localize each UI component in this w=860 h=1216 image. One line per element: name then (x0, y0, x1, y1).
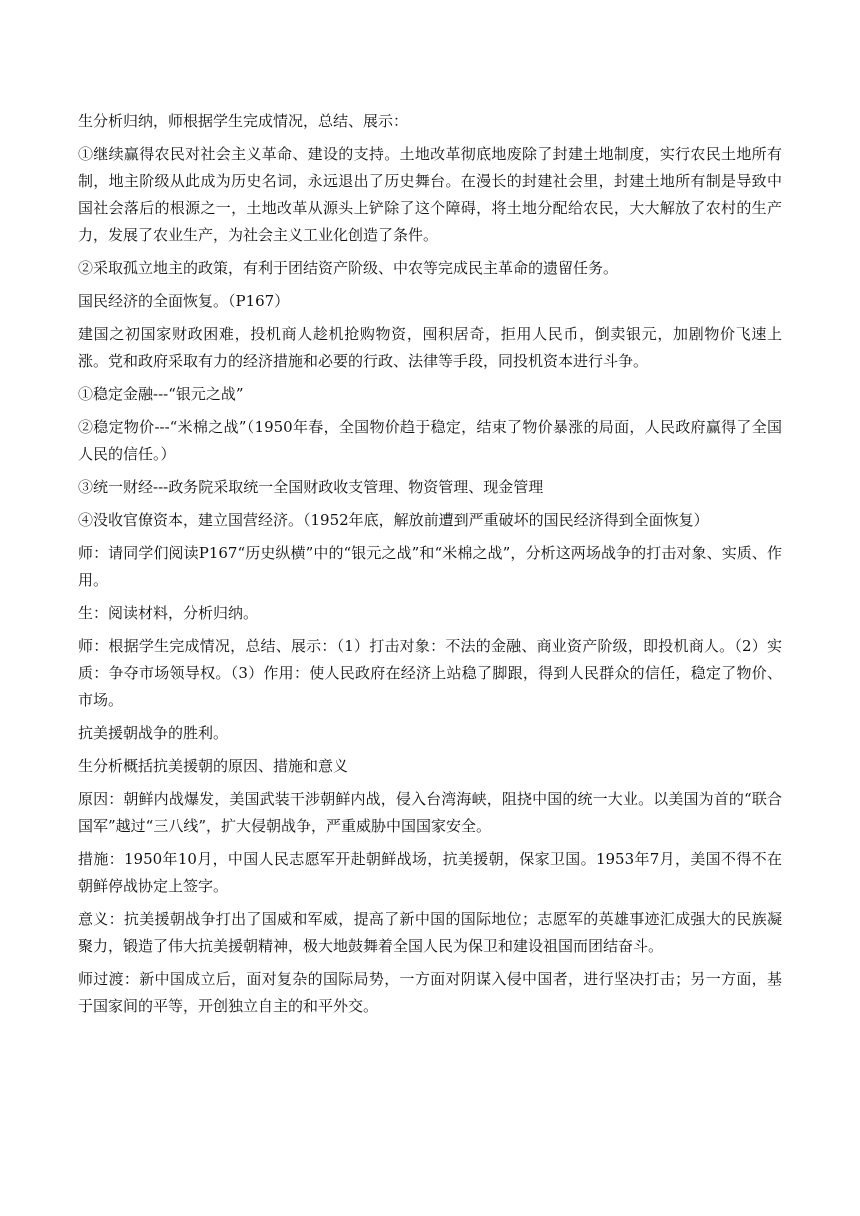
list-item-unify: ③统一财经---政务院采取统一全国财政收支管理、物资管理、现金管理 (78, 478, 544, 496)
student-task: 生分析概括抗美援朝的原因、措施和意义 (78, 757, 349, 775)
teacher-transition: 师过渡：新中国成立后，面对复杂的国际局势，一方面对阴谋入侵中国者，进行坚决打击；另一方面，基于国家间的平等，开创独立自主的和平外交。 (78, 970, 782, 1015)
paragraph-3: ②采取孤立地主的政策，有利于团结资产阶级、中农等完成民主革命的遗留任务。 (78, 259, 619, 277)
paragraph-causes: 原因：朝鲜内战爆发，美国武装干涉朝鲜内战，侵入台湾海峡，阻挠中国的统一大业。以美国为首的“联合国军”越过“三八线”，扩大侵朝战争，严重威胁中国国家安全。 (78, 790, 782, 835)
paragraph-5: 建国之初国家财政困难，投机商人趁机抢购物资，囤积居奇，拒用人民币，倒卖银元，加剧物价飞速上涨。党和政府采取有力的经济措施和必要的行政、法律等手段，同投机资本进行斗争。 (78, 325, 782, 370)
teacher-question: 师：请同学们阅读P167“历史纵横”中的“银元之战”和“米棉之战”，分析这两场战争的打击对象、实质、作用。 (78, 544, 782, 589)
list-item-prices: ②稳定物价---“米棉之战”（1950年春，全国物价趋于稳定，结束了物价暴涨的局面，人民政府赢得了全国人民的信任。） (78, 418, 782, 463)
section-heading-korea: 抗美援朝战争的胜利。 (78, 724, 229, 742)
paragraph-1: 生分析归纳，师根据学生完成情况，总结、展示： (78, 112, 409, 130)
student-response: 生：阅读材料，分析归纳。 (78, 604, 259, 622)
paragraph-measures: 措施：1950年10月，中国人民志愿军开赴朝鲜战场，抗美援朝，保家卫国。1953年7月，美国不得不在朝鲜停战协定上签字。 (78, 850, 782, 895)
teacher-summary: 师：根据学生完成情况，总结、展示：（1）打击对象：不法的金融、商业资产阶级，即投机商人。（2）实质：争夺市场领导权。（3）作用：使人民政府在经济上站稳了脚跟，得到人民群众的信任，稳定了物价、市场。 (78, 637, 782, 709)
paragraph-2: ①继续赢得农民对社会主义革命、建设的支持。土地改革彻底地废除了封建土地制度，实行农民土地所有制，地主阶级从此成为历史名词，永远退出了历史舞台。在漫长的封建社会里，封建土地所有制是导致中国社会落后的根源之一，土地改革从源头上铲除了这个障碍，将土地分配给农民，大大解放了农村的生产力，发展了农业生产，为社会主义工业化创造了条件。 (78, 145, 782, 244)
list-item-finance: ①稳定金融---“银元之战” (78, 385, 244, 403)
paragraph-significance: 意义：抗美援朝战争打出了国威和军威，提高了新中国的国际地位；志愿军的英雄事迹汇成强大的民族凝聚力，锻造了伟大抗美援朝精神，极大地鼓舞着全国人民为保卫和建设祖国而团结奋斗。 (78, 910, 782, 955)
list-item-confiscate: ④没收官僚资本，建立国营经济。（1952年底，解放前遭到严重破坏的国民经济得到全面恢复） (78, 511, 709, 529)
section-heading-economy: 国民经济的全面恢复。（P167） (78, 292, 290, 310)
